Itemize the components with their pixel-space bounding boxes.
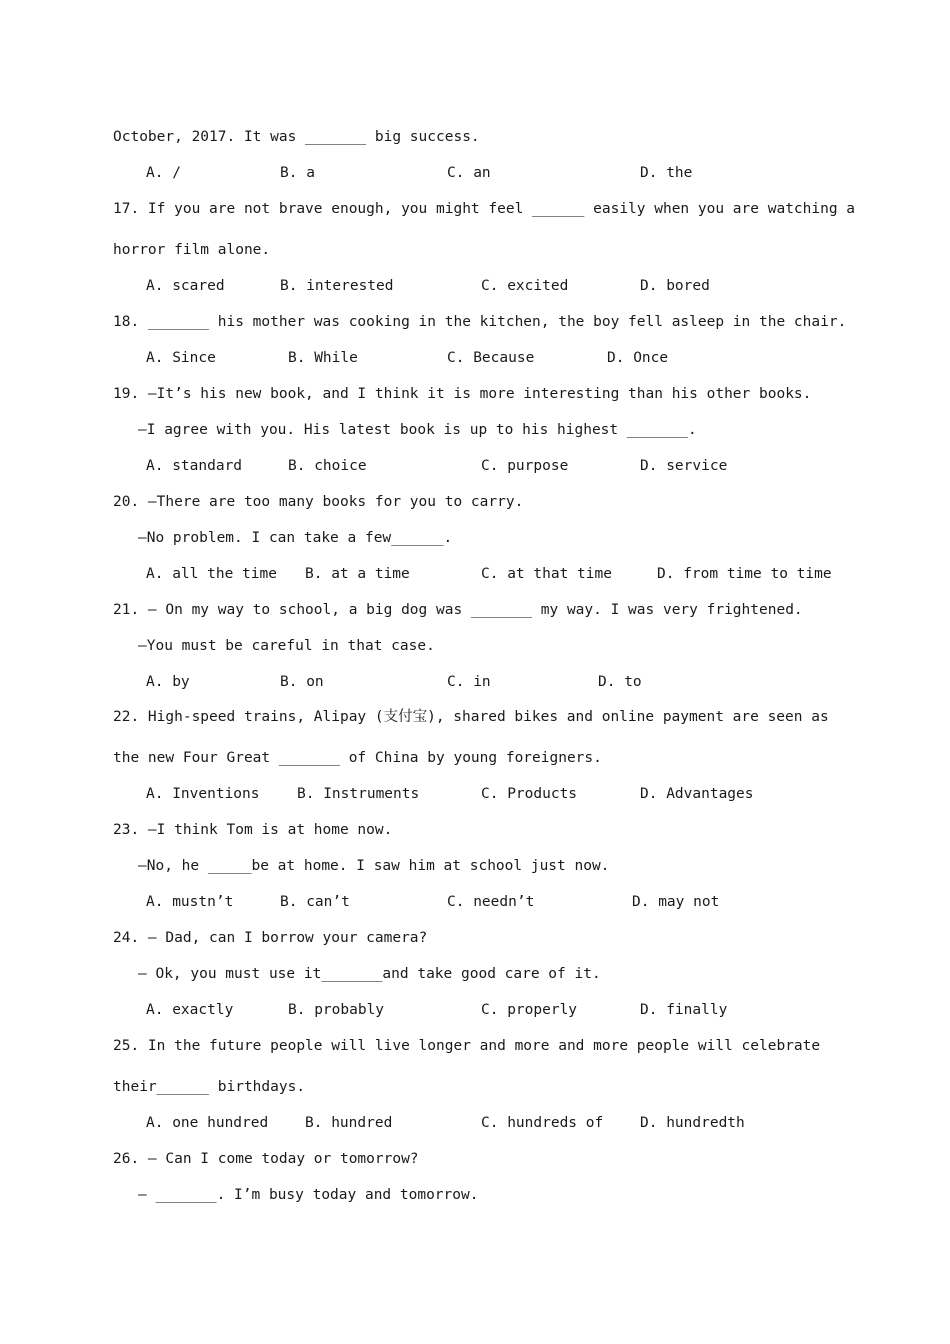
question-23-reply: —No, he _____be at home. I saw him at school just now. (138, 858, 610, 874)
q21-option-b: B. on (280, 674, 324, 690)
q17-option-b: B. interested (280, 278, 394, 294)
q19-option-d: D. service (640, 458, 728, 474)
question-18-text: 18. _______ his mother was cooking in the kitchen, the boy fell asleep in the chair. (113, 314, 847, 330)
q17-option-a: A. scared (146, 278, 225, 294)
q17-option-d: D. bored (640, 278, 710, 294)
q19-option-b: B. choice (288, 458, 367, 474)
question-25-text: 25. In the future people will live longer and more and more people will celebrate (113, 1038, 821, 1054)
q22-option-d: D. Advantages (640, 786, 754, 802)
question-26-reply: — _______. I’m busy today and tomorrow. (138, 1187, 479, 1203)
question-17-text: 17. If you are not brave enough, you might feel ______ easily when you are watching a (113, 201, 856, 217)
question-19-text: 19. —It’s his new book, and I think it is more interesting than his other books. (113, 386, 812, 402)
question-23-text: 23. —I think Tom is at home now. (113, 822, 393, 838)
question-24-reply: — Ok, you must use it_______and take good care of it. (138, 966, 601, 982)
q23-option-d: D. may not (632, 894, 720, 910)
q23-option-b: B. can’t (280, 894, 350, 910)
q19-option-c: C. purpose (481, 458, 569, 474)
q18-option-a: A. Since (146, 350, 216, 366)
question-25-text-cont: their______ birthdays. (113, 1079, 306, 1095)
q25-option-d: D. hundredth (640, 1115, 745, 1131)
question-21-text: 21. — On my way to school, a big dog was _______ my way. I was very frightened. (113, 602, 803, 618)
q25-option-b: B. hundred (305, 1115, 393, 1131)
q16-option-b: B. a (280, 165, 315, 181)
q20-option-c: C. at that time (481, 566, 612, 582)
q25-option-a: A. one hundred (146, 1115, 269, 1131)
q21-option-c: C. in (447, 674, 491, 690)
question-21-reply: —You must be careful in that case. (138, 638, 435, 654)
q23-option-a: A. mustn’t (146, 894, 234, 910)
q18-option-b: B. While (288, 350, 358, 366)
q24-option-d: D. finally (640, 1002, 728, 1018)
question-22-text: 22. High-speed trains, Alipay (支付宝), shared bikes and online payment are seen as (113, 709, 829, 725)
q20-option-a: A. all the time (146, 566, 277, 582)
q21-option-a: A. by (146, 674, 190, 690)
q20-option-d: D. from time to time (657, 566, 832, 582)
q25-option-c: C. hundreds of (481, 1115, 604, 1131)
q23-option-c: C. needn’t (447, 894, 535, 910)
q22-option-a: A. Inventions (146, 786, 260, 802)
question-20-reply: —No problem. I can take a few______. (138, 530, 453, 546)
q17-option-c: C. excited (481, 278, 569, 294)
q19-option-a: A. standard (146, 458, 243, 474)
q20-option-b: B. at a time (305, 566, 410, 582)
q24-option-b: B. probably (288, 1002, 385, 1018)
q16-option-a: A. / (146, 165, 181, 181)
q21-option-d: D. to (598, 674, 642, 690)
q22-option-b: B. Instruments (297, 786, 420, 802)
q16-option-d: D. the (640, 165, 693, 181)
q24-option-a: A. exactly (146, 1002, 234, 1018)
question-26-text: 26. — Can I come today or tomorrow? (113, 1151, 419, 1167)
question-19-reply: —I agree with you. His latest book is up to his highest _______. (138, 422, 697, 438)
q16-option-c: C. an (447, 165, 491, 181)
question-22-text-cont: the new Four Great _______ of China by young foreigners. (113, 750, 602, 766)
question-20-text: 20. —There are too many books for you to carry. (113, 494, 524, 510)
question-17-text-cont: horror film alone. (113, 242, 271, 258)
question-24-text: 24. — Dad, can I borrow your camera? (113, 930, 428, 946)
q18-option-d: D. Once (607, 350, 669, 366)
q18-option-c: C. Because (447, 350, 535, 366)
question-16-text: October, 2017. It was _______ big success. (113, 129, 480, 145)
q22-option-c: C. Products (481, 786, 578, 802)
q24-option-c: C. properly (481, 1002, 578, 1018)
